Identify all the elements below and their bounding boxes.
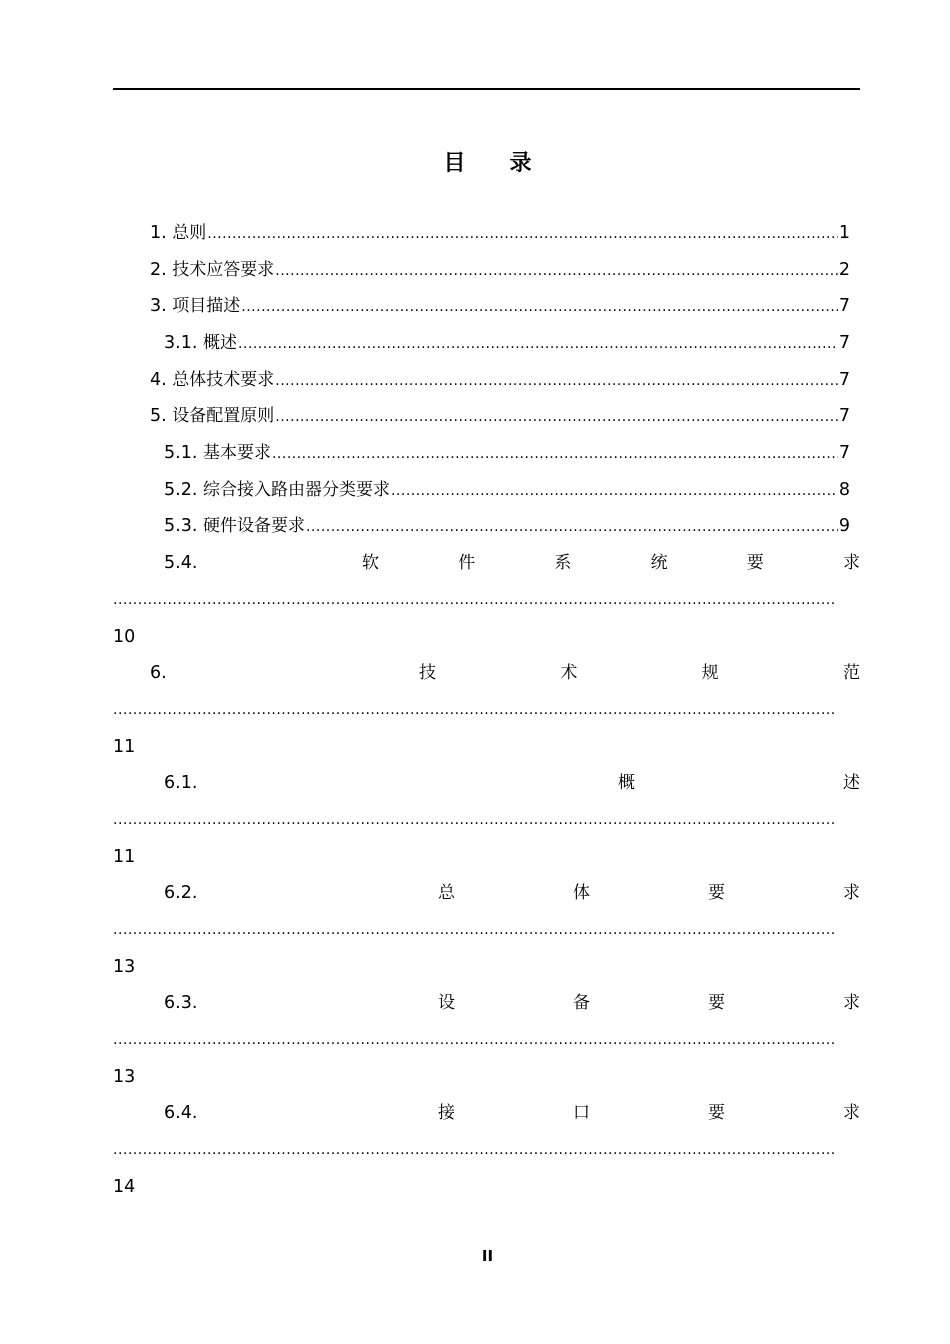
toc-entry-page: 1 [838,223,850,243]
toc-leader [113,1140,837,1160]
toc-entry-char: 述 [843,773,860,793]
toc-entry-text: 硬件设备要求 [202,516,305,536]
header-rule [113,88,860,90]
toc-entry-page: 2 [838,260,850,280]
toc-entry-char: 技 [419,663,436,683]
toc-entry-page: 7 [838,406,850,426]
toc-entry-5-3[interactable] [164,514,850,538]
toc-entry-number: 6.3. [164,993,198,1013]
toc-entry-page: 7 [838,443,850,463]
toc-entry-number: 3.1. [164,333,198,353]
toc-entry-number: 2. [150,260,167,280]
toc-entry-char: 备 [573,993,590,1013]
toc-leader [238,332,838,355]
toc-entry-number: 5.3. [164,516,198,536]
toc-entry-char: 设 [438,993,455,1013]
toc-entry-number: 5.4. [164,553,198,573]
toc-leader [113,920,837,940]
toc-leader [113,700,837,720]
toc-leader [275,259,838,282]
toc-entry-text [438,991,860,1015]
toc-entry-6-3[interactable] [113,991,860,1015]
toc-entry-text: 总体技术要求 [172,370,275,390]
toc-entry-text [618,771,860,795]
toc-entry-char: 要 [746,553,764,573]
toc-entry-text: 项目描述 [172,296,241,316]
toc-entry-number: 5.2. [164,480,198,500]
toc-entry-number: 6.4. [164,1103,198,1123]
toc-leader [207,222,838,245]
toc-entry-6-2[interactable] [113,881,860,905]
toc-entry-text [438,881,860,905]
toc-leader [241,295,838,318]
toc-entry-number: 5. [150,406,167,426]
toc-entry-char: 件 [458,553,476,573]
toc-entry-char: 统 [650,553,668,573]
toc-entry-5-1[interactable] [164,441,850,465]
toc-entry-6[interactable] [113,661,860,685]
toc-entry-5-4[interactable] [113,551,860,575]
toc-entry-page: 11 [113,737,136,757]
toc-entry-3[interactable] [150,294,850,318]
toc-entry-3-1[interactable] [164,331,850,355]
toc-entry-char: 接 [438,1103,455,1123]
toc-entry-text [362,551,860,575]
toc-entry-char: 总 [438,883,455,903]
toc-entry-char: 要 [708,883,725,903]
toc-leader [113,1030,837,1050]
toc-entry-page: 14 [113,1177,136,1197]
toc-leader [391,479,838,502]
toc-leader [272,442,838,465]
toc-entry-page: 13 [113,1067,136,1087]
toc-entry-char: 求 [843,883,860,903]
toc-entry-2[interactable] [150,258,850,282]
toc-entry-6-4[interactable] [113,1101,860,1125]
toc-entry-1[interactable] [150,221,850,245]
toc-entry-number: 1. [150,223,167,243]
toc-entry-text: 基本要求 [202,443,271,463]
toc-entry-page: 11 [113,847,136,867]
toc-entry-page: 7 [838,370,850,390]
toc-entry-page: 13 [113,957,136,977]
toc-entry-page: 9 [838,516,850,536]
toc-title: 目 录 [443,151,532,176]
toc-entry-6-1[interactable] [113,771,860,795]
toc-entry-4[interactable] [150,368,850,392]
toc-entry-char: 系 [554,553,572,573]
toc-entry-page: 8 [838,480,850,500]
toc-leader [306,515,838,538]
toc-entry-page: 7 [838,333,850,353]
toc-entry-text: 设备配置原则 [172,406,275,426]
toc-entry-number: 3. [150,296,167,316]
toc-leader [113,590,837,610]
toc-entry-char: 概 [618,773,635,793]
toc-entry-char: 口 [573,1103,590,1123]
toc-entry-char: 求 [842,553,860,573]
toc-entry-char: 范 [842,663,860,683]
toc-entry-number: 4. [150,370,167,390]
toc-entry-text: 综合接入路由器分类要求 [202,480,390,500]
toc-entry-5[interactable] [150,404,850,428]
toc-entry-char: 要 [708,1103,725,1123]
toc-leader [275,405,838,428]
toc-leader [275,369,838,392]
toc-entry-text: 概述 [202,333,237,353]
toc-entry-char: 求 [843,1103,860,1123]
toc-entry-text [419,661,860,685]
toc-entry-char: 术 [560,663,578,683]
toc-entry-number: 6.2. [164,883,198,903]
toc-entry-text [438,1101,860,1125]
toc-entry-text: 技术应答要求 [172,260,275,280]
toc-entry-char: 体 [573,883,590,903]
toc-entry-5-2[interactable] [164,478,850,502]
toc-entry-char: 软 [362,553,379,573]
toc-entry-text: 总则 [172,223,207,243]
toc-entry-char: 规 [701,663,719,683]
toc-entry-number: 6.1. [164,773,198,793]
toc-entry-number: 5.1. [164,443,198,463]
toc-entry-number: 6. [150,663,167,683]
toc-entry-page: 7 [838,296,850,316]
toc-entry-char: 要 [708,993,725,1013]
footer-page-number: II [481,1247,494,1265]
toc-entry-page: 10 [113,627,136,647]
toc-leader [113,810,837,830]
toc-entry-char: 求 [843,993,860,1013]
